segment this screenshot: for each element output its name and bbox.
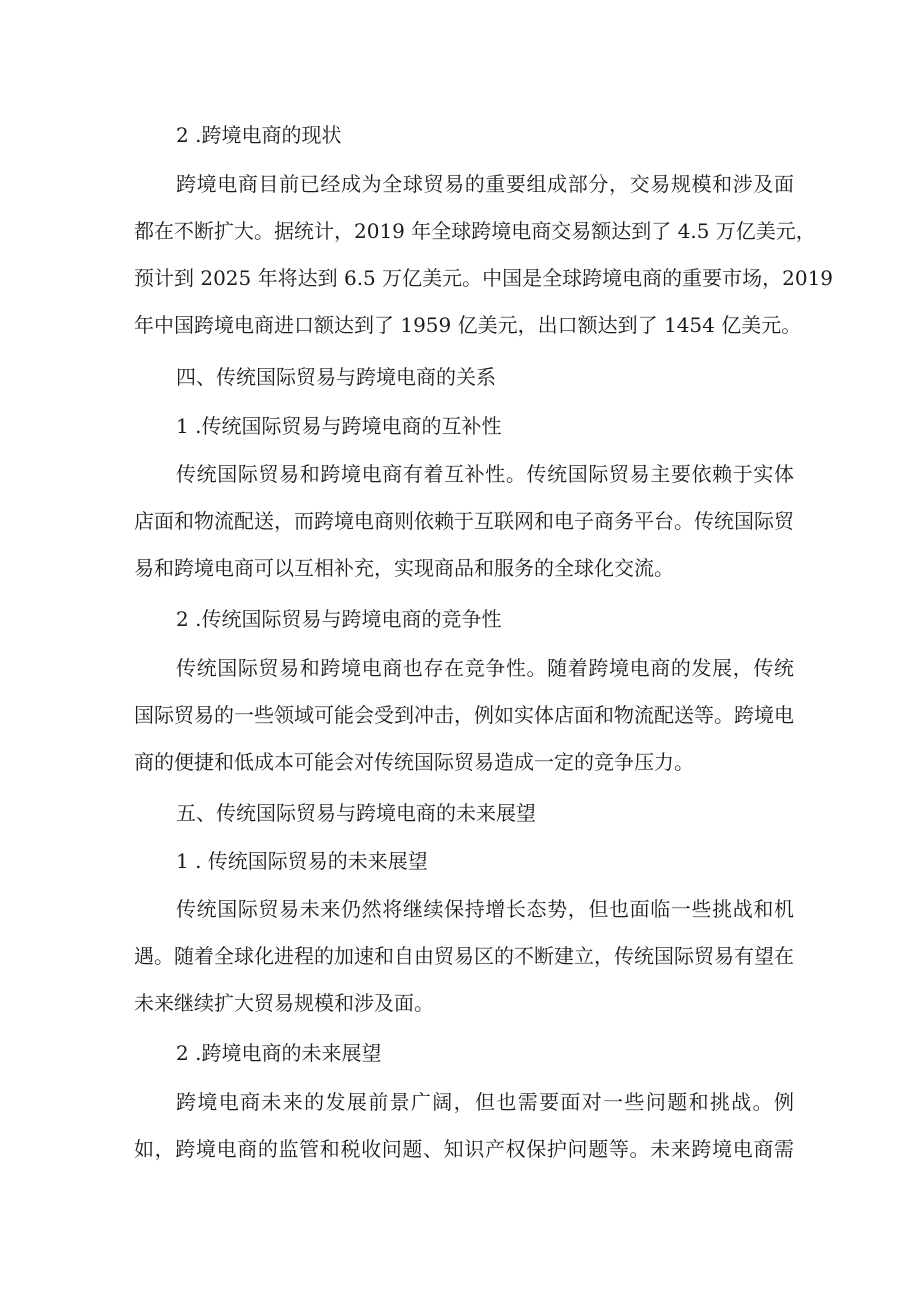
heading-line: 1 .传统国际贸易与跨境电商的互补性 <box>176 414 502 438</box>
paragraph-line: 跨境电商未来的发展前景广阔，但也需要面对一些问题和挑战。例 <box>176 1090 794 1114</box>
body-paragraph <box>134 451 794 592</box>
paragraph-line: 遇。随着全球化进程的加速和自由贸易区的不断建立，传统国际贸易有望在 <box>134 944 794 968</box>
heading-line: 2 .传统国际贸易与跨境电商的竞争性 <box>176 607 502 631</box>
section-heading <box>134 354 794 401</box>
paragraph-line: 易和跨境电商可以互相补充，实现商品和服务的全球化交流。 <box>134 556 674 580</box>
heading-line: 1 . 传统国际贸易的未来展望 <box>176 849 428 873</box>
paragraph-line: 国际贸易的一些领域可能会受到冲击，例如实体店面和物流配送等。跨境电 <box>134 703 794 727</box>
subsection-heading <box>134 1030 794 1077</box>
paragraph-line: 预计到 2025 年将达到 6.5 万亿美元。中国是全球跨境电商的重要市场，2019 <box>134 266 834 290</box>
body-paragraph <box>134 1079 794 1173</box>
body-paragraph <box>134 161 834 349</box>
paragraph-line: 店面和物流配送，而跨境电商则依赖于互联网和电子商务平台。传统国际贸 <box>134 509 794 533</box>
heading-line: 2 .跨境电商的现状 <box>176 123 342 147</box>
subsection-heading <box>134 596 794 643</box>
paragraph-line: 传统国际贸易和跨境电商也存在竞争性。随着跨境电商的发展，传统 <box>176 656 794 680</box>
paragraph-line: 都在不断扩大。据统计，2019 年全球跨境电商交易额达到了 4.5 万亿美元， <box>134 219 816 243</box>
paragraph-line: 跨境电商目前已经成为全球贸易的重要组成部分，交易规模和涉及面 <box>176 172 794 196</box>
body-paragraph <box>134 886 794 1027</box>
subsection-heading <box>134 838 794 885</box>
section-heading <box>134 112 794 159</box>
subsection-heading <box>134 403 794 450</box>
paragraph-line: 如，跨境电商的监管和税收问题、知识产权保护问题等。未来跨境电商需 <box>134 1137 794 1161</box>
body-paragraph <box>134 645 794 786</box>
heading-line: 四、传统国际贸易与跨境电商的关系 <box>176 365 496 389</box>
paragraph-line: 商的便捷和低成本可能会对传统国际贸易造成一定的竞争压力。 <box>134 750 694 774</box>
paragraph-line: 年中国跨境电商进口额达到了 1959 亿美元，出口额达到了 1454 亿美元。 <box>134 313 802 337</box>
section-heading <box>134 790 794 837</box>
paragraph-line: 传统国际贸易和跨境电商有着互补性。传统国际贸易主要依赖于实体 <box>176 462 794 486</box>
heading-line: 五、传统国际贸易与跨境电商的未来展望 <box>176 801 536 825</box>
paragraph-line: 传统国际贸易未来仍然将继续保持增长态势，但也面临一些挑战和机 <box>176 897 794 921</box>
paragraph-line: 未来继续扩大贸易规模和涉及面。 <box>134 991 434 1015</box>
heading-line: 2 .跨境电商的未来展望 <box>176 1041 382 1065</box>
